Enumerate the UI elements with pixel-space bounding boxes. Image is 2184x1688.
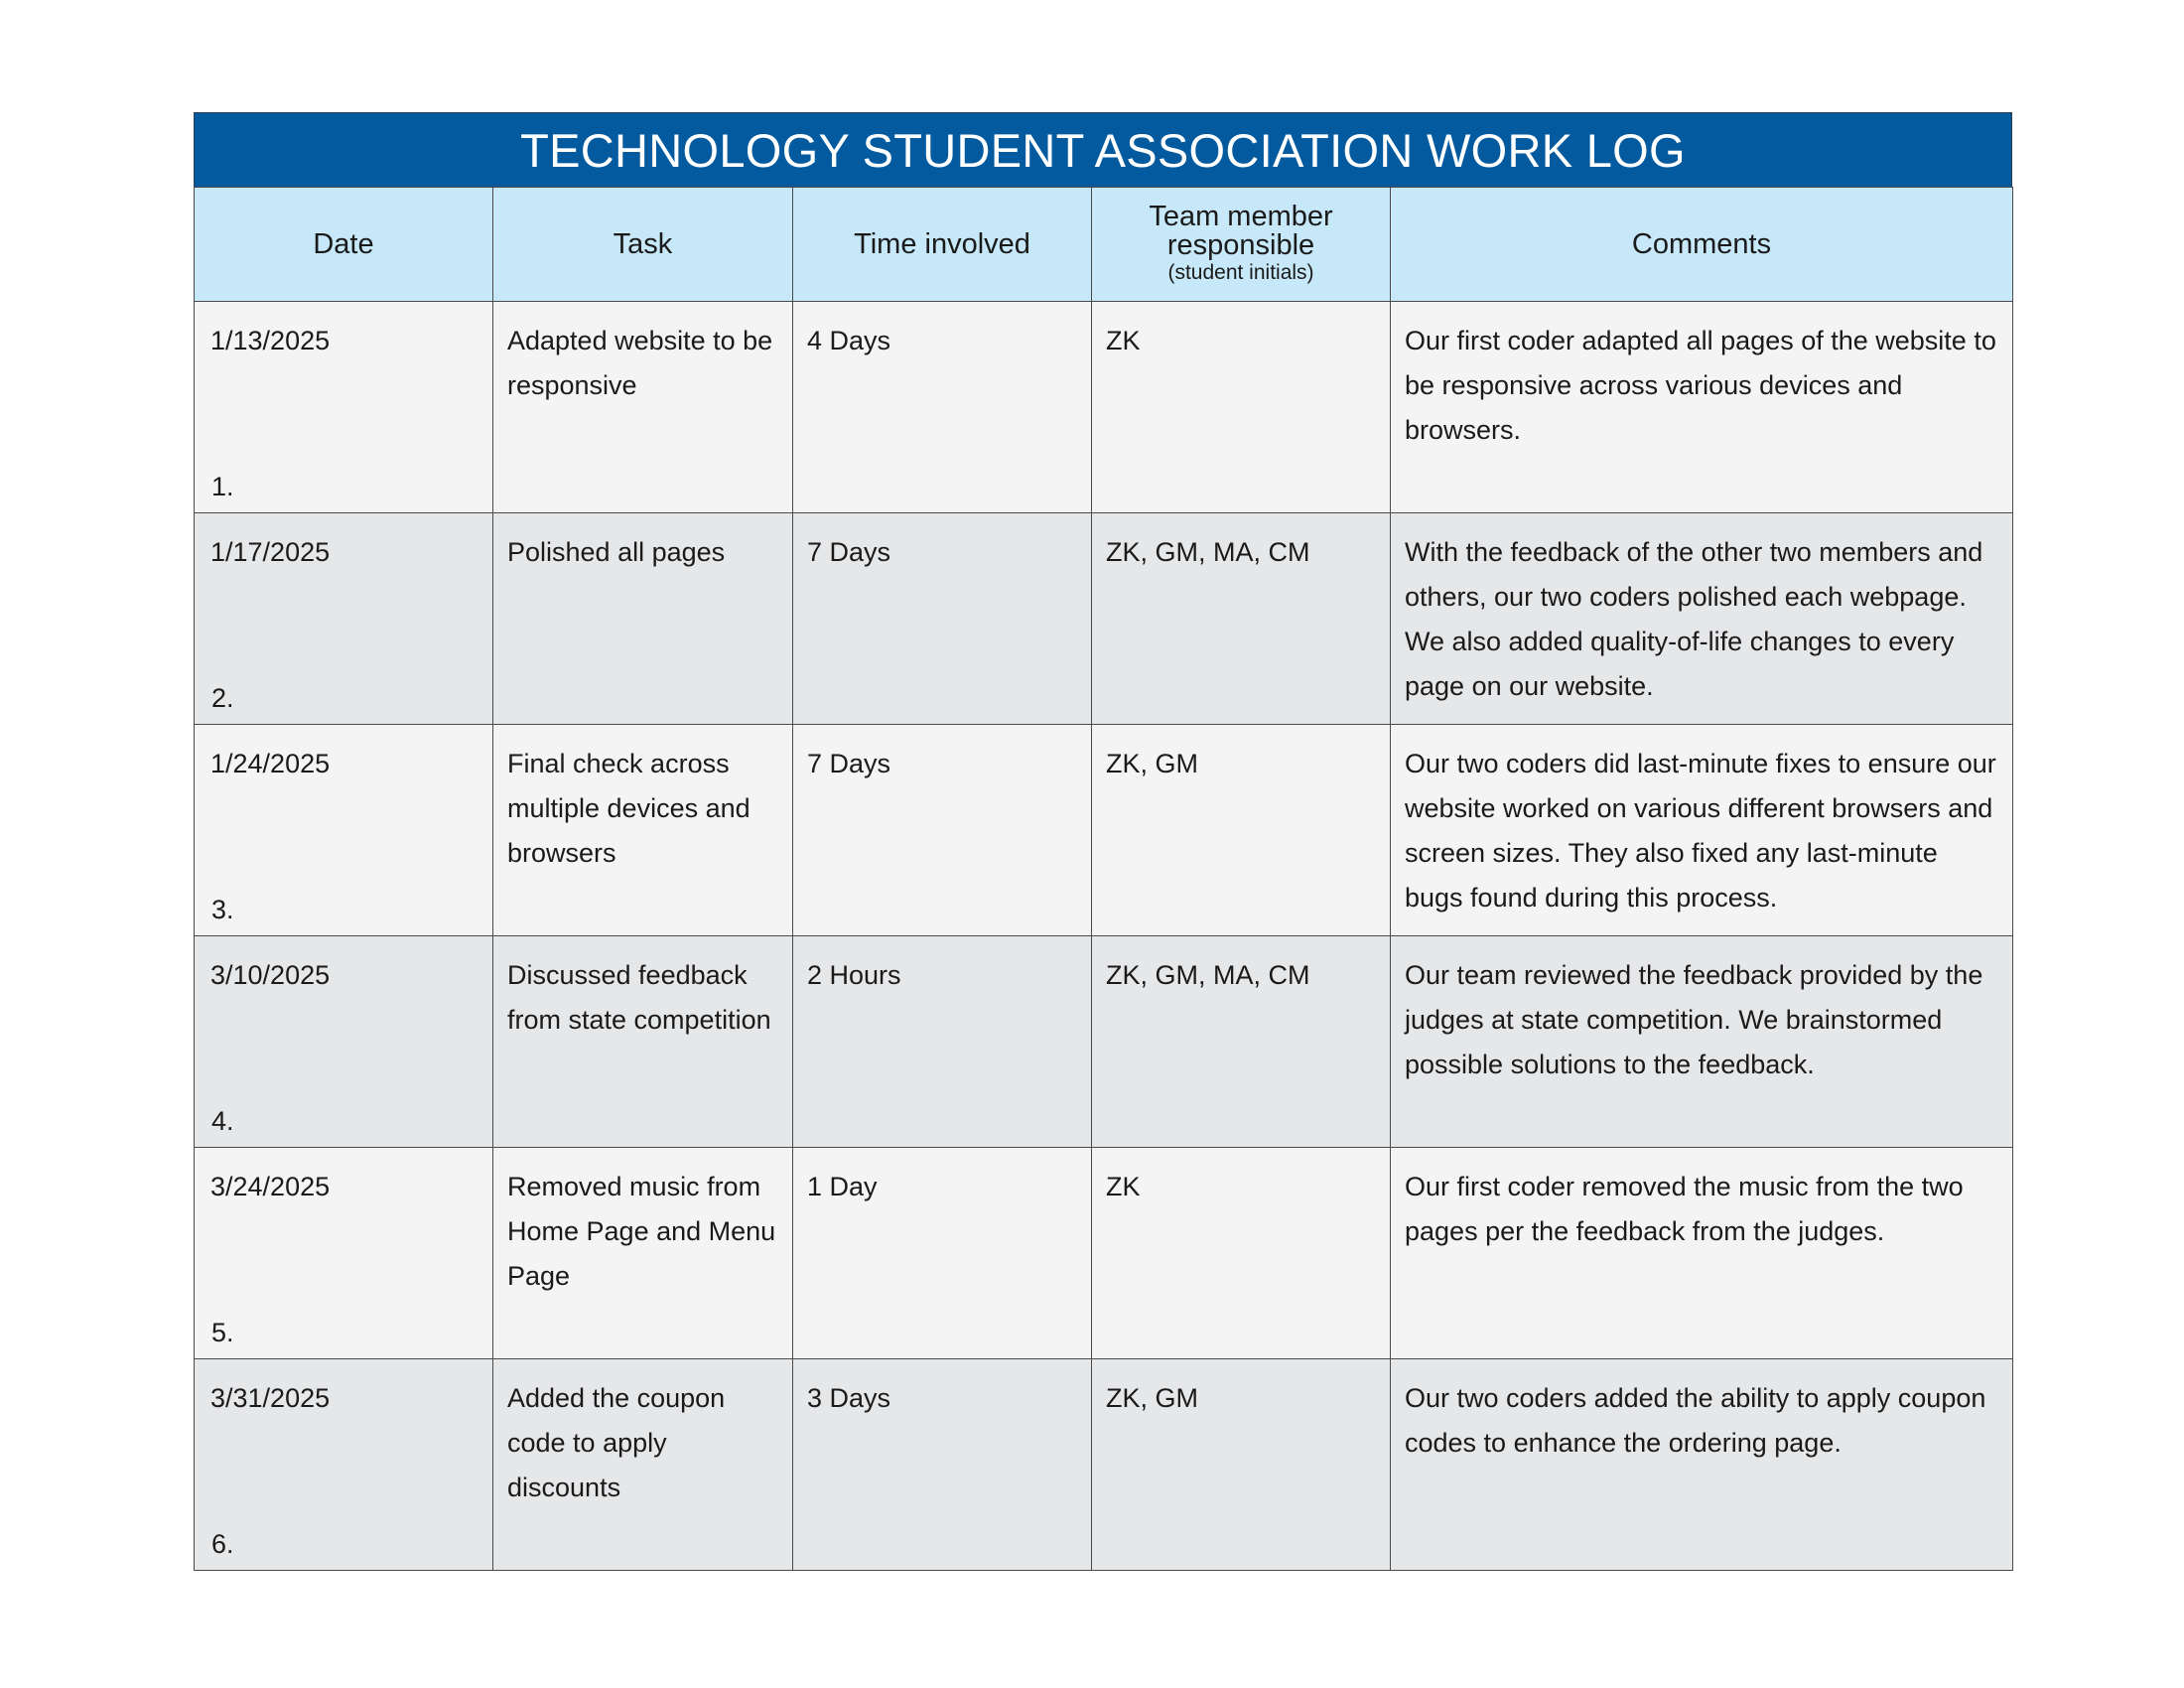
header-date: Date [195, 188, 493, 302]
cell-team: ZK [1092, 302, 1391, 513]
date-value: 3/10/2025 [210, 960, 331, 990]
header-team-label: Team member responsible [1149, 201, 1333, 261]
cell-date [195, 1148, 493, 1359]
date-value: 1/24/2025 [210, 749, 331, 778]
cell-comments: Our two coders added the ability to apply coupon codes to enhance the ordering page. [1391, 1359, 2013, 1571]
cell-team: ZK, GM [1092, 725, 1391, 936]
cell-comments: Our first coder adapted all pages of the website to be responsive across various devices and browsers. [1391, 302, 2013, 513]
row-number: 6. [211, 1529, 234, 1559]
table-row [195, 513, 2013, 725]
row-number: 2. [211, 683, 234, 713]
cell-date [195, 513, 493, 725]
cell-date [195, 936, 493, 1148]
cell-task: Polished all pages [493, 513, 793, 725]
cell-task: Added the coupon code to apply discounts [493, 1359, 793, 1571]
table-body [195, 302, 2013, 1571]
table-row [195, 936, 2013, 1148]
work-log [194, 112, 2012, 1571]
cell-team: ZK, GM, MA, CM [1092, 513, 1391, 725]
cell-date [195, 1359, 493, 1571]
work-log-table [194, 187, 2013, 1571]
cell-comments: With the feedback of the other two members and others, our two coders polished each webpage. We also added quality-of-life changes to every page on our website. [1391, 513, 2013, 725]
table-row [195, 1148, 2013, 1359]
header-time: Time involved [793, 188, 1092, 302]
row-number: 5. [211, 1318, 234, 1347]
cell-team: ZK, GM [1092, 1359, 1391, 1571]
date-value: 3/24/2025 [210, 1172, 331, 1201]
cell-task: Discussed feedback from state competition [493, 936, 793, 1148]
cell-time: 3 Days [793, 1359, 1092, 1571]
header-team [1092, 188, 1391, 302]
cell-time: 7 Days [793, 725, 1092, 936]
cell-time: 7 Days [793, 513, 1092, 725]
cell-date [195, 302, 493, 513]
table-row [195, 302, 2013, 513]
cell-comments: Our first coder removed the music from the two pages per the feedback from the judges. [1391, 1148, 2013, 1359]
cell-task: Adapted website to be responsive [493, 302, 793, 513]
row-number: 4. [211, 1106, 234, 1136]
cell-task: Final check across multiple devices and browsers [493, 725, 793, 936]
header-task: Task [493, 188, 793, 302]
cell-time: 4 Days [793, 302, 1092, 513]
header-row [195, 188, 2013, 302]
cell-time: 2 Hours [793, 936, 1092, 1148]
header-comments: Comments [1391, 188, 2013, 302]
table-row [195, 725, 2013, 936]
row-number: 3. [211, 895, 234, 924]
date-value: 1/13/2025 [210, 326, 331, 355]
cell-comments: Our team reviewed the feedback provided by the judges at state competition. We brainstormed possible solutions to the feedback. [1391, 936, 2013, 1148]
page-title: TECHNOLOGY STUDENT ASSOCIATION WORK LOG [194, 112, 2012, 187]
table-row [195, 1359, 2013, 1571]
cell-comments: Our two coders did last-minute fixes to ensure our website worked on various different browsers and screen sizes. They also fixed any last-minute bugs found during this process. [1391, 725, 2013, 936]
date-value: 3/31/2025 [210, 1383, 331, 1413]
table-header [195, 188, 2013, 302]
cell-team: ZK [1092, 1148, 1391, 1359]
header-team-sublabel: (student initials) [1167, 261, 1314, 284]
row-number: 1. [211, 472, 234, 501]
cell-team: ZK, GM, MA, CM [1092, 936, 1391, 1148]
cell-task: Removed music from Home Page and Menu Page [493, 1148, 793, 1359]
cell-date [195, 725, 493, 936]
cell-time: 1 Day [793, 1148, 1092, 1359]
date-value: 1/17/2025 [210, 537, 331, 567]
